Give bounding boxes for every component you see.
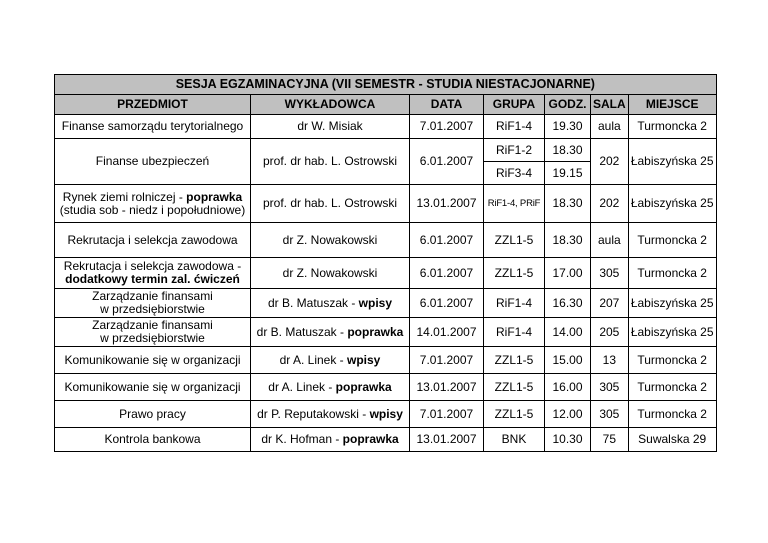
room-cell: aula <box>591 115 629 139</box>
table-row <box>55 258 717 289</box>
retake-label: poprawka <box>186 189 243 204</box>
date-cell: 6.01.2007 <box>410 139 484 185</box>
place-cell: Turmoncka 2 <box>628 401 716 428</box>
subject-text: Zarządzanie finansami <box>92 318 213 332</box>
subject-text: Rekrutacja i selekcja zawodowa - <box>63 259 242 273</box>
table-row <box>55 115 717 139</box>
room-cell: 202 <box>591 139 629 185</box>
lecturer-cell <box>251 289 410 318</box>
subject-cell: Prawo pracy <box>55 401 251 428</box>
header-group: GRUPA <box>484 95 545 115</box>
place-cell: Łabiszyńska 25 <box>628 139 716 185</box>
date-cell: 13.01.2007 <box>410 185 484 223</box>
table-row <box>55 347 717 374</box>
room-cell: 305 <box>591 374 629 401</box>
place-cell: Turmoncka 2 <box>628 258 716 289</box>
subject-cell: Rekrutacja i selekcja zawodowa <box>55 223 251 258</box>
room-cell: 13 <box>591 347 629 374</box>
lecturer-text: dr B. Matuszak - <box>256 324 348 339</box>
room-cell: aula <box>591 223 629 258</box>
date-cell: 6.01.2007 <box>410 289 484 318</box>
subject-cell <box>55 185 251 223</box>
lecturer-cell: dr Z. Nowakowski <box>251 223 410 258</box>
lecturer-cell <box>251 428 410 452</box>
subject-cell <box>55 289 251 318</box>
retake-label: poprawka <box>335 379 392 394</box>
subject-text: Rynek ziemi rolniczej - <box>62 189 187 204</box>
group-cell: RiF1-4 <box>484 289 545 318</box>
subject-cell <box>55 258 251 289</box>
header-place: MIEJSCE <box>628 95 716 115</box>
place-cell: Turmoncka 2 <box>628 374 716 401</box>
table-row <box>55 185 717 223</box>
place-cell: Łabiszyńska 25 <box>628 318 716 347</box>
time-cell: 10.30 <box>545 428 591 452</box>
retake-label: poprawka <box>347 324 404 339</box>
place-cell: Turmoncka 2 <box>628 223 716 258</box>
subject-cell: Kontrola bankowa <box>55 428 251 452</box>
header-time: GODZ. <box>545 95 591 115</box>
header-date: DATA <box>410 95 484 115</box>
table-row <box>55 318 717 347</box>
place-cell: Łabiszyńska 25 <box>628 289 716 318</box>
lecturer-cell <box>251 318 410 347</box>
time-cell: 19.15 <box>545 162 591 185</box>
lecturer-cell: dr W. Misiak <box>251 115 410 139</box>
subject-cell <box>55 318 251 347</box>
room-cell: 305 <box>591 401 629 428</box>
exam-schedule-table <box>54 74 717 452</box>
retake-label: poprawka <box>342 432 399 446</box>
lecturer-cell: prof. dr hab. L. Ostrowski <box>251 139 410 185</box>
room-cell: 202 <box>591 185 629 223</box>
time-cell: 18.30 <box>545 139 591 162</box>
date-cell: 6.01.2007 <box>410 223 484 258</box>
group-cell: ZZL1-5 <box>484 258 545 289</box>
subject-cell: Komunikowanie się w organizacji <box>55 347 251 374</box>
lecturer-text: dr A. Linek - <box>279 352 347 367</box>
entries-label: wpisy <box>347 352 381 367</box>
table-row <box>55 223 717 258</box>
place-cell: Suwalska 29 <box>628 428 716 452</box>
group-cell: ZZL1-5 <box>484 401 545 428</box>
time-cell: 15.00 <box>545 347 591 374</box>
place-cell: Turmoncka 2 <box>628 115 716 139</box>
room-cell: 207 <box>591 289 629 318</box>
entries-label: wpisy <box>358 295 393 310</box>
lecturer-text: dr A. Linek - <box>268 379 336 394</box>
subject-text: w przedsiębiorstwie <box>100 331 205 345</box>
time-cell: 12.00 <box>545 401 591 428</box>
room-cell: 305 <box>591 258 629 289</box>
subject-text: Zarządzanie finansami <box>92 289 213 303</box>
lecturer-text: dr P. Reputakowski - <box>257 406 370 421</box>
place-cell: Łabiszyńska 25 <box>628 185 716 223</box>
subject-cell: Komunikowanie się w organizacji <box>55 374 251 401</box>
subject-note: (studia sob - niedz i popołudniowe) <box>59 202 246 217</box>
lecturer-cell: prof. dr hab. L. Ostrowski <box>251 185 410 223</box>
time-cell: 18.30 <box>545 223 591 258</box>
date-cell: 13.01.2007 <box>410 374 484 401</box>
table-row <box>55 139 717 162</box>
time-cell: 19.30 <box>545 115 591 139</box>
time-cell: 18.30 <box>545 185 591 223</box>
time-cell: 14.00 <box>545 318 591 347</box>
group-cell: RiF3-4 <box>484 162 545 185</box>
date-cell: 7.01.2007 <box>410 347 484 374</box>
group-cell: BNK <box>484 428 545 452</box>
header-lecturer: WYKŁADOWCA <box>251 95 410 115</box>
group-cell: RiF1-4 <box>484 318 545 347</box>
date-cell: 6.01.2007 <box>410 258 484 289</box>
lecturer-cell <box>251 347 410 374</box>
group-cell: RiF1-2 <box>484 139 545 162</box>
subject-text: w przedsiębiorstwie <box>100 302 205 316</box>
header-subject: PRZEDMIOT <box>55 95 251 115</box>
table-row <box>55 374 717 401</box>
lecturer-cell <box>251 401 410 428</box>
table-row <box>55 428 717 452</box>
lecturer-cell: dr Z. Nowakowski <box>251 258 410 289</box>
subject-cell: Finanse samorządu terytorialnego <box>55 115 251 139</box>
time-cell: 16.00 <box>545 374 591 401</box>
lecturer-text: dr K. Hofman - <box>261 432 343 446</box>
group-cell: ZZL1-5 <box>484 374 545 401</box>
table-row <box>55 289 717 318</box>
date-cell: 7.01.2007 <box>410 401 484 428</box>
place-cell: Turmoncka 2 <box>628 347 716 374</box>
table-row <box>55 401 717 428</box>
lecturer-text: dr B. Matuszak - <box>267 295 359 310</box>
date-cell: 13.01.2007 <box>410 428 484 452</box>
date-cell: 14.01.2007 <box>410 318 484 347</box>
lecturer-cell <box>251 374 410 401</box>
group-cell: ZZL1-5 <box>484 347 545 374</box>
subject-cell: Finanse ubezpieczeń <box>55 139 251 185</box>
group-cell: RiF1-4, PRiF <box>484 185 545 223</box>
group-cell: ZZL1-5 <box>484 223 545 258</box>
table-title: SESJA EGZAMINACYJNA (VII SEMESTR - STUDIA NIESTACJONARNE) <box>55 75 717 95</box>
time-cell: 16.30 <box>545 289 591 318</box>
room-cell: 205 <box>591 318 629 347</box>
date-cell: 7.01.2007 <box>410 115 484 139</box>
room-cell: 75 <box>591 428 629 452</box>
group-cell: RiF1-4 <box>484 115 545 139</box>
time-cell: 17.00 <box>545 258 591 289</box>
entries-label: wpisy <box>369 406 403 421</box>
extra-date-label: dodatkowy termin zal. ćwiczeń <box>65 272 240 286</box>
header-room: SALA <box>591 95 629 115</box>
